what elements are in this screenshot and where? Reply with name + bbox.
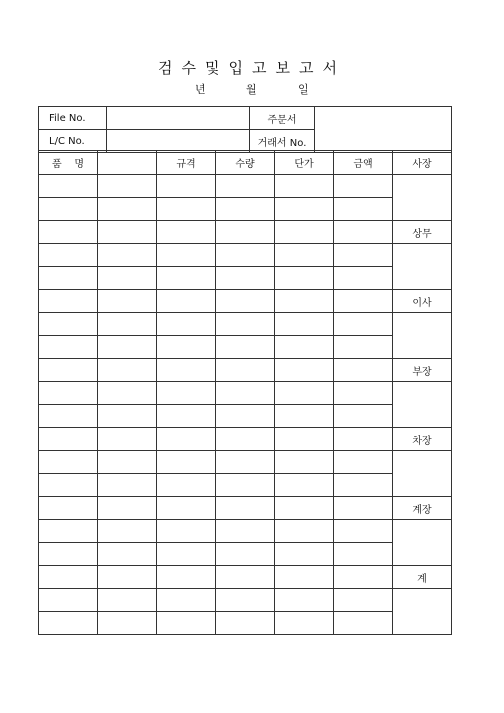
col-header-spec: 규격	[157, 151, 216, 175]
table-cell[interactable]	[275, 290, 334, 313]
approval-sign-box[interactable]	[393, 451, 452, 497]
table-cell[interactable]	[216, 198, 275, 221]
table-cell[interactable]	[98, 290, 157, 313]
table-cell[interactable]	[157, 198, 216, 221]
table-cell[interactable]	[157, 497, 216, 520]
table-cell[interactable]	[157, 221, 216, 244]
document-title: 검수및입고보고서	[158, 59, 346, 77]
table-cell[interactable]	[98, 221, 157, 244]
table-cell[interactable]	[157, 267, 216, 290]
table-row	[39, 589, 452, 612]
table-cell[interactable]	[275, 451, 334, 474]
table-cell[interactable]	[39, 198, 98, 221]
table-cell[interactable]	[157, 175, 216, 198]
date-line	[0, 82, 504, 98]
table-cell[interactable]	[275, 543, 334, 566]
table-cell[interactable]	[275, 313, 334, 336]
table-cell[interactable]	[98, 520, 157, 543]
table-cell[interactable]	[334, 336, 393, 359]
lc-no-label: L/C No.	[39, 130, 107, 153]
table-cell[interactable]	[275, 244, 334, 267]
table-cell[interactable]	[39, 405, 98, 428]
col-header-quantity: 수량	[216, 151, 275, 175]
table-cell[interactable]	[275, 589, 334, 612]
table-row	[39, 382, 452, 405]
table-cell[interactable]	[39, 382, 98, 405]
table-cell[interactable]	[216, 382, 275, 405]
table-cell[interactable]	[216, 405, 275, 428]
table-cell[interactable]	[39, 175, 98, 198]
table-cell[interactable]	[98, 175, 157, 198]
table-cell[interactable]	[216, 589, 275, 612]
table-cell[interactable]	[157, 589, 216, 612]
table-cell[interactable]	[157, 313, 216, 336]
date-year: 년	[195, 83, 206, 96]
table-cell[interactable]	[98, 405, 157, 428]
table-cell[interactable]	[216, 497, 275, 520]
table-cell[interactable]	[157, 428, 216, 451]
table-cell[interactable]	[334, 382, 393, 405]
approval-sign-box[interactable]	[393, 382, 452, 428]
table-cell[interactable]	[157, 543, 216, 566]
table-cell[interactable]	[98, 336, 157, 359]
table-cell[interactable]	[275, 520, 334, 543]
table-cell[interactable]	[157, 290, 216, 313]
table-cell[interactable]	[334, 589, 393, 612]
table-cell[interactable]	[216, 267, 275, 290]
table-row	[39, 175, 452, 198]
date-month: 월	[246, 83, 257, 96]
table-row	[39, 313, 452, 336]
table-cell[interactable]	[98, 566, 157, 589]
table-cell[interactable]	[39, 543, 98, 566]
table-cell[interactable]	[39, 566, 98, 589]
table-cell[interactable]	[334, 451, 393, 474]
table-cell[interactable]	[216, 474, 275, 497]
table-cell[interactable]	[275, 359, 334, 382]
approval-sign-box[interactable]	[393, 589, 452, 635]
table-row	[39, 612, 452, 635]
table-cell[interactable]	[334, 497, 393, 520]
table-cell[interactable]	[39, 290, 98, 313]
table-cell[interactable]	[334, 405, 393, 428]
approver-label: 계	[393, 566, 452, 589]
table-cell[interactable]	[334, 520, 393, 543]
table-cell[interactable]	[216, 175, 275, 198]
table-row	[39, 290, 452, 313]
table-row	[39, 520, 452, 543]
table-cell[interactable]	[39, 428, 98, 451]
col-header-amount: 금액	[334, 151, 393, 175]
table-cell[interactable]	[39, 612, 98, 635]
table-cell[interactable]	[216, 428, 275, 451]
table-cell[interactable]	[334, 359, 393, 382]
table-cell[interactable]	[334, 175, 393, 198]
table-cell[interactable]	[39, 359, 98, 382]
trade-no-label: 거래서 No.	[250, 130, 315, 153]
table-cell[interactable]	[334, 428, 393, 451]
table-cell[interactable]	[157, 474, 216, 497]
col-header-blank	[98, 151, 157, 175]
table-cell[interactable]	[334, 566, 393, 589]
table-cell[interactable]	[98, 543, 157, 566]
table-cell[interactable]	[334, 198, 393, 221]
table-cell[interactable]	[275, 175, 334, 198]
table-cell[interactable]	[334, 290, 393, 313]
table-cell[interactable]	[216, 451, 275, 474]
date-day: 일	[298, 83, 309, 96]
table-cell[interactable]	[98, 612, 157, 635]
table-cell[interactable]	[275, 221, 334, 244]
table-cell[interactable]	[157, 382, 216, 405]
table-row	[39, 267, 452, 290]
table-cell[interactable]	[216, 313, 275, 336]
header-blank-cell[interactable]	[315, 107, 452, 153]
table-cell[interactable]	[275, 267, 334, 290]
table-cell[interactable]	[157, 612, 216, 635]
table-cell[interactable]	[157, 520, 216, 543]
approver-label: 차장	[393, 428, 452, 451]
table-cell[interactable]	[157, 336, 216, 359]
table-cell[interactable]	[98, 244, 157, 267]
col-header-item-name: 품 명	[39, 151, 98, 175]
table-cell[interactable]	[39, 244, 98, 267]
items-table	[38, 150, 452, 635]
header-info-table	[38, 106, 452, 153]
table-cell[interactable]	[98, 382, 157, 405]
col-header-president: 사장	[393, 151, 452, 175]
table-cell[interactable]	[39, 221, 98, 244]
table-row	[39, 221, 452, 244]
approver-label: 계장	[393, 497, 452, 520]
col-header-unit-price: 단가	[275, 151, 334, 175]
approver-label: 상무	[393, 221, 452, 244]
table-row	[39, 451, 452, 474]
table-cell[interactable]	[216, 566, 275, 589]
table-cell[interactable]	[39, 589, 98, 612]
table-cell[interactable]	[334, 267, 393, 290]
table-cell[interactable]	[98, 359, 157, 382]
table-cell[interactable]	[39, 497, 98, 520]
table-cell[interactable]	[98, 474, 157, 497]
table-cell[interactable]	[334, 244, 393, 267]
table-cell[interactable]	[275, 612, 334, 635]
table-row	[39, 359, 452, 382]
table-cell[interactable]	[98, 267, 157, 290]
table-cell[interactable]	[334, 612, 393, 635]
table-cell[interactable]	[216, 221, 275, 244]
table-cell[interactable]	[275, 382, 334, 405]
table-cell[interactable]	[334, 474, 393, 497]
table-cell[interactable]	[39, 451, 98, 474]
table-cell[interactable]	[98, 451, 157, 474]
table-cell[interactable]	[334, 543, 393, 566]
table-cell[interactable]	[216, 520, 275, 543]
table-cell[interactable]	[157, 566, 216, 589]
table-cell[interactable]	[39, 313, 98, 336]
table-cell[interactable]	[98, 589, 157, 612]
table-cell[interactable]	[98, 497, 157, 520]
table-row	[39, 198, 452, 221]
table-cell[interactable]	[216, 336, 275, 359]
table-cell[interactable]	[216, 359, 275, 382]
table-cell[interactable]	[334, 221, 393, 244]
table-cell[interactable]	[275, 405, 334, 428]
file-no-label: File No.	[39, 107, 107, 130]
table-cell[interactable]	[275, 198, 334, 221]
table-cell[interactable]	[39, 267, 98, 290]
table-row	[39, 566, 452, 589]
table-row	[39, 405, 452, 428]
approval-sign-box[interactable]	[393, 175, 452, 221]
table-cell[interactable]	[98, 313, 157, 336]
table-cell[interactable]	[98, 198, 157, 221]
table-cell[interactable]	[275, 566, 334, 589]
table-row	[39, 428, 452, 451]
table-header-row	[39, 151, 452, 175]
table-row	[39, 336, 452, 359]
table-cell[interactable]	[275, 336, 334, 359]
table-cell[interactable]	[39, 520, 98, 543]
table-cell[interactable]	[275, 497, 334, 520]
approval-sign-box[interactable]	[393, 244, 452, 290]
table-cell[interactable]	[216, 290, 275, 313]
approval-sign-box[interactable]	[393, 313, 452, 359]
table-cell[interactable]	[275, 428, 334, 451]
table-cell[interactable]	[157, 244, 216, 267]
table-cell[interactable]	[98, 428, 157, 451]
table-cell[interactable]	[334, 313, 393, 336]
table-row	[39, 244, 452, 267]
file-no-value[interactable]	[107, 107, 250, 130]
approver-label: 이사	[393, 290, 452, 313]
table-row	[39, 474, 452, 497]
table-cell[interactable]	[157, 451, 216, 474]
table-cell[interactable]	[39, 336, 98, 359]
table-cell[interactable]	[157, 359, 216, 382]
table-cell[interactable]	[216, 612, 275, 635]
table-cell[interactable]	[216, 543, 275, 566]
table-row	[39, 497, 452, 520]
table-row	[39, 543, 452, 566]
table-cell[interactable]	[216, 244, 275, 267]
order-label: 주문서	[250, 107, 315, 130]
table-cell[interactable]	[39, 474, 98, 497]
table-cell[interactable]	[275, 474, 334, 497]
approval-sign-box[interactable]	[393, 520, 452, 566]
approver-label: 부장	[393, 359, 452, 382]
table-cell[interactable]	[157, 405, 216, 428]
